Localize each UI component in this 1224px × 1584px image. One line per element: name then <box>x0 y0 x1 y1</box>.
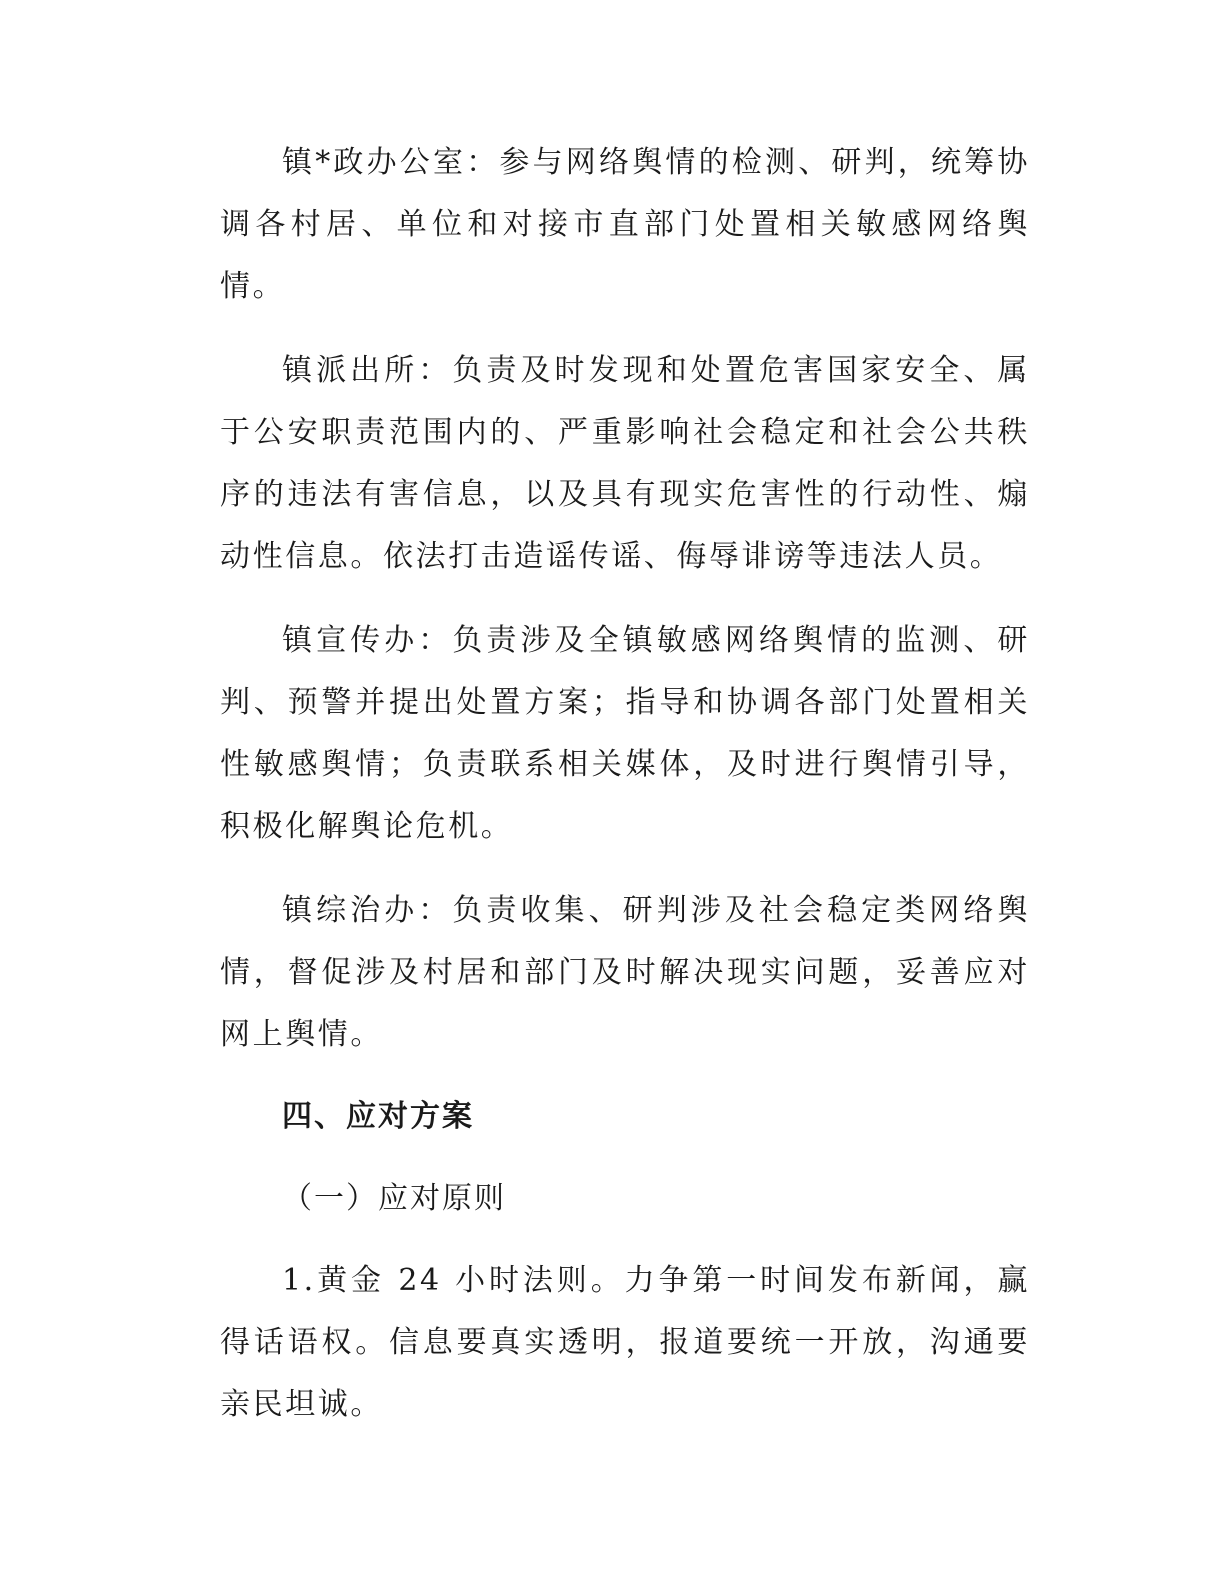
paragraph-principle-1: 1.黄金 24 小时法则。力争第一时间发布新闻，赢得话语权。信息要真实透明，报道要统一开放，沟通要亲民坦诚。 <box>220 1263 1030 1422</box>
sub-heading: （一）应对原则 <box>282 1181 506 1216</box>
section-heading: 四、应对方案 <box>282 1099 474 1134</box>
paragraph-comprehensive-governance-office: 镇综治办：负责收集、研判涉及社会稳定类网络舆情，督促涉及村居和部门及时解决现实问题，妥善应对网上舆情。 <box>220 893 1030 1052</box>
paragraph-government-office: 镇*政办公室：参与网络舆情的检测、研判，统筹协调各村居、单位和对接市直部门处置相关敏感网络舆情。 <box>220 145 1030 304</box>
document-body <box>220 132 1030 1436</box>
paragraph-police-station: 镇派出所：负责及时发现和处置危害国家安全、属于公安职责范围内的、严重影响社会稳定和社会公共秩序的违法有害信息，以及具有现实危害性的行动性、煽动性信息。依法打击造谣传谣、侮辱诽谤等违法人员。 <box>220 353 1030 574</box>
paragraph-publicity-office: 镇宣传办：负责涉及全镇敏感网络舆情的监测、研判、预警并提出处置方案；指导和协调各部门处置相关性敏感舆情；负责联系相关媒体，及时进行舆情引导，积极化解舆论危机。 <box>220 623 1030 844</box>
